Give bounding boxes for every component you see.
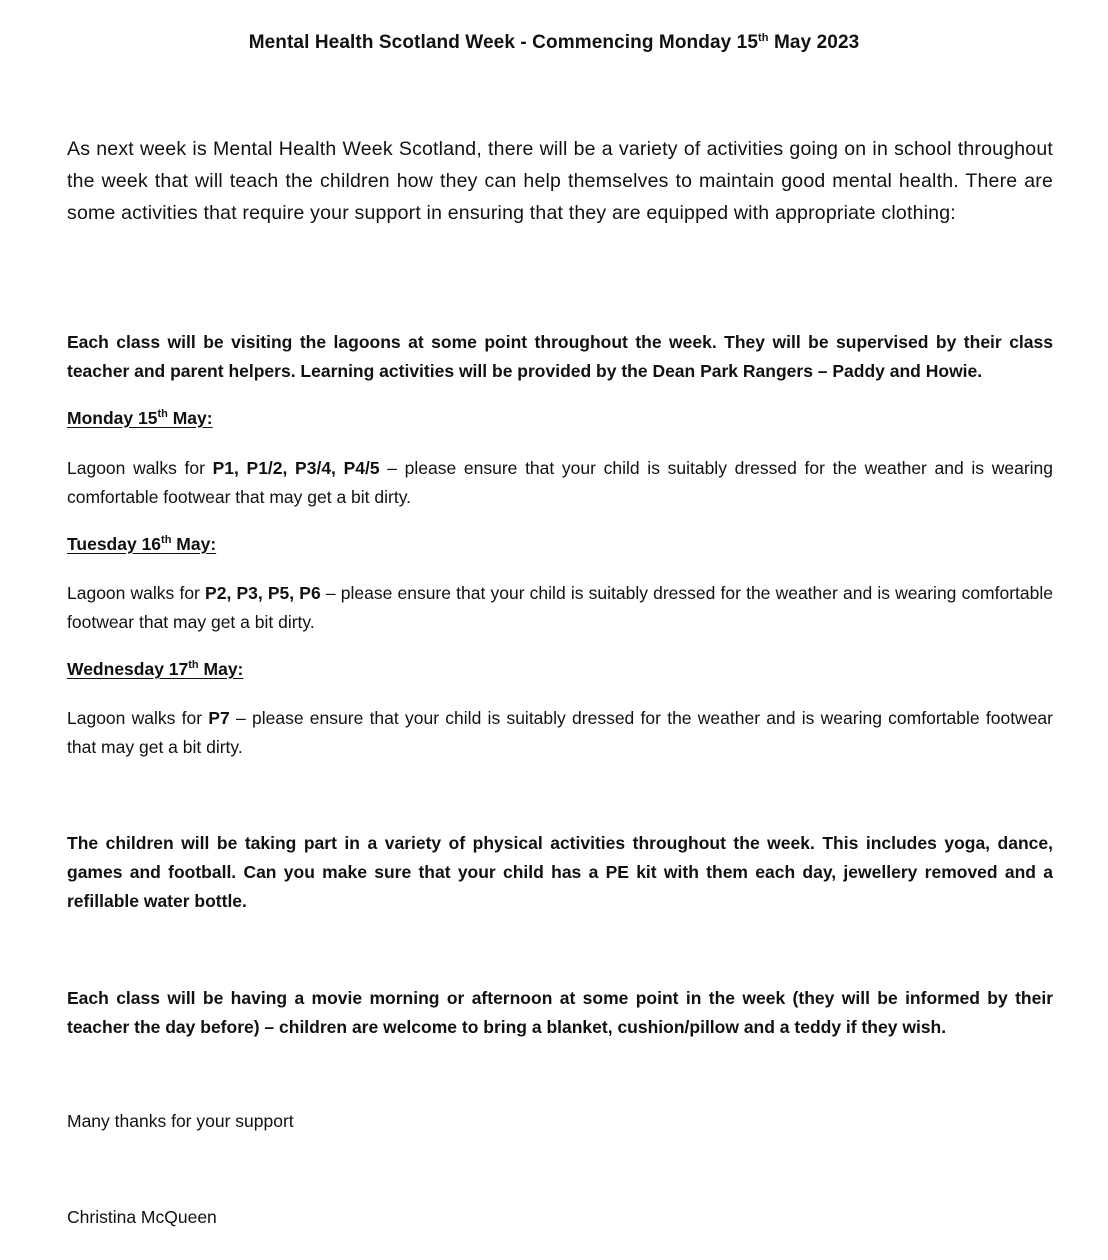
tuesday-paragraph: Lagoon walks for P2, P3, P5, P6 – please ensure that your child is suitably dressed for the weather and is wearing comfortable footwear that may get a bit dirty. [67, 583, 1053, 632]
physical-activities-paragraph: The children will be taking part in a variety of physical activities throughout the week. This includes yoga, dance, games and football. Can you make sure that your child has a PE kit with them each day, jewellery removed and a refillable water bottle. [67, 833, 1053, 911]
intro-paragraph: As next week is Mental Health Week Scotland, there will be a variety of activities going on in school throughout the week that will teach the children how they can help themselves to maintain good mental health. There are some activities that require your support in ensuring that they are equipped with appropriate clothing: [67, 138, 1053, 224]
signature-name: Christina McQueen [67, 1207, 217, 1227]
lagoons-paragraph: Each class will be visiting the lagoons at some point throughout the week. They will be supervised by their class teacher and parent helpers. Learning activities will be provided by the Dean Park Rangers – Paddy and Howie. [67, 332, 1053, 381]
wednesday-heading: Wednesday 17th May: [67, 659, 244, 679]
monday-classes: P1, P1/2, P3/4, P4/5 [212, 458, 380, 478]
wednesday-classes: P7 [208, 708, 230, 728]
title-superscript: th [758, 32, 769, 44]
thanks-text: Many thanks for your support [67, 1111, 294, 1131]
title-text: Mental Health Scotland Week - Commencing Monday 15 [248, 32, 759, 53]
movie-paragraph: Each class will be having a movie morning or afternoon at some point in the week (they will be informed by their teacher the day before) – children are welcome to bring a blanket, cushion/pillow and a teddy if they wish. [67, 988, 1053, 1037]
tuesday-classes: P2, P3, P5, P6 [205, 583, 321, 603]
monday-paragraph: Lagoon walks for P1, P1/2, P3/4, P4/5 – please ensure that your child is suitably dressed for the weather and is wearing comfortable footwear that may get a bit dirty. [67, 458, 1054, 507]
document-title [0, 32, 1108, 54]
wednesday-paragraph: Lagoon walks for P7 – please ensure that your child is suitably dressed for the weather and is wearing comfortable footwear that may get a bit dirty. [67, 708, 1053, 757]
title-tail: May 2023 [768, 32, 860, 53]
monday-heading: Monday 15th May: [67, 408, 213, 428]
tuesday-heading: Tuesday 16th May: [67, 534, 217, 554]
